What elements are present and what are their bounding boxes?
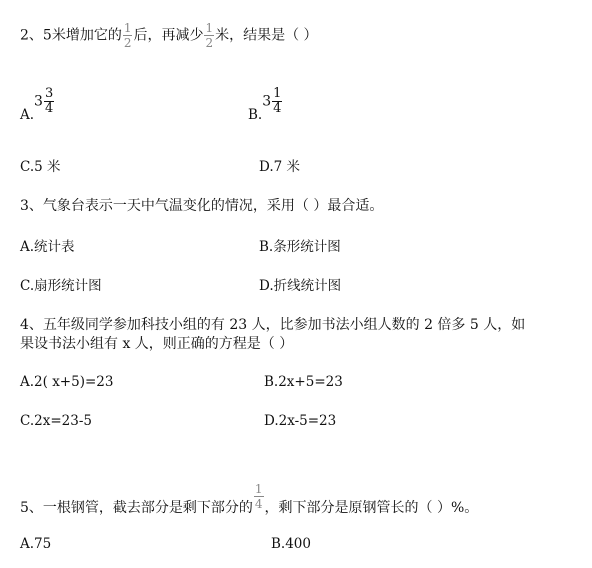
mixed-number-a: 3 $\frac{3}{4}$ xyxy=(34,86,54,116)
q5-option-a[interactable]: A.75 xyxy=(20,536,52,552)
q2-option-d[interactable]: D.7 米 xyxy=(259,159,301,175)
question-3: 3、气象台表示一天中气温变化的情况，采用（ ）最合适。 xyxy=(20,198,384,214)
question-4-line-2: 果设书法小组有 x 人，则正确的方程是（ ） xyxy=(20,336,294,352)
question-5-suffix: ，剩下部分是原钢管长的（ ）%。 xyxy=(264,500,479,516)
q2-option-c[interactable]: C.5 米 xyxy=(20,159,61,175)
fraction-one-quarter: $\frac{1}{4}$ xyxy=(254,482,263,511)
q3-option-b[interactable]: B.条形统计图 xyxy=(259,239,341,255)
question-2 xyxy=(20,22,318,49)
q4-option-a[interactable]: A.2( x+5)=23 xyxy=(20,374,114,390)
q3-option-a[interactable]: A.统计表 xyxy=(20,239,75,255)
question-2-prefix: 2、5米增加它的 xyxy=(20,27,122,44)
question-4-line-1: 4、五年级同学参加科技小组的有 23 人，比参加书法小组人数的 2 倍多 5 人，如 xyxy=(20,317,526,333)
q4-option-c[interactable]: C.2x=23-5 xyxy=(20,413,92,429)
mixed-number-b: 3 $\frac{1}{4}$ xyxy=(262,86,282,116)
question-5 xyxy=(20,483,478,517)
q5-option-b[interactable]: B.400 xyxy=(271,536,311,552)
q3-option-d[interactable]: D.折线统计图 xyxy=(259,278,342,294)
question-2-middle: 后，再减少 xyxy=(133,27,204,44)
q2-option-a[interactable]: A.3 $\frac{3}{4}$ xyxy=(20,86,54,123)
q3-option-c[interactable]: C.扇形统计图 xyxy=(20,278,102,294)
q4-option-d[interactable]: D.2x-5=23 xyxy=(264,413,337,429)
fraction-one-half: $\frac{1}{2}$ xyxy=(123,21,132,50)
question-5-prefix: 5、一根钢管，截去部分是剩下部分的 xyxy=(20,500,253,516)
fraction-one-half-2: $\frac{1}{2}$ xyxy=(205,21,214,50)
question-2-suffix: 米，结果是（ ） xyxy=(215,27,318,44)
q4-option-b[interactable]: B.2x+5=23 xyxy=(264,374,343,390)
q2-option-b[interactable]: B.3 $\frac{1}{4}$ xyxy=(248,86,282,123)
